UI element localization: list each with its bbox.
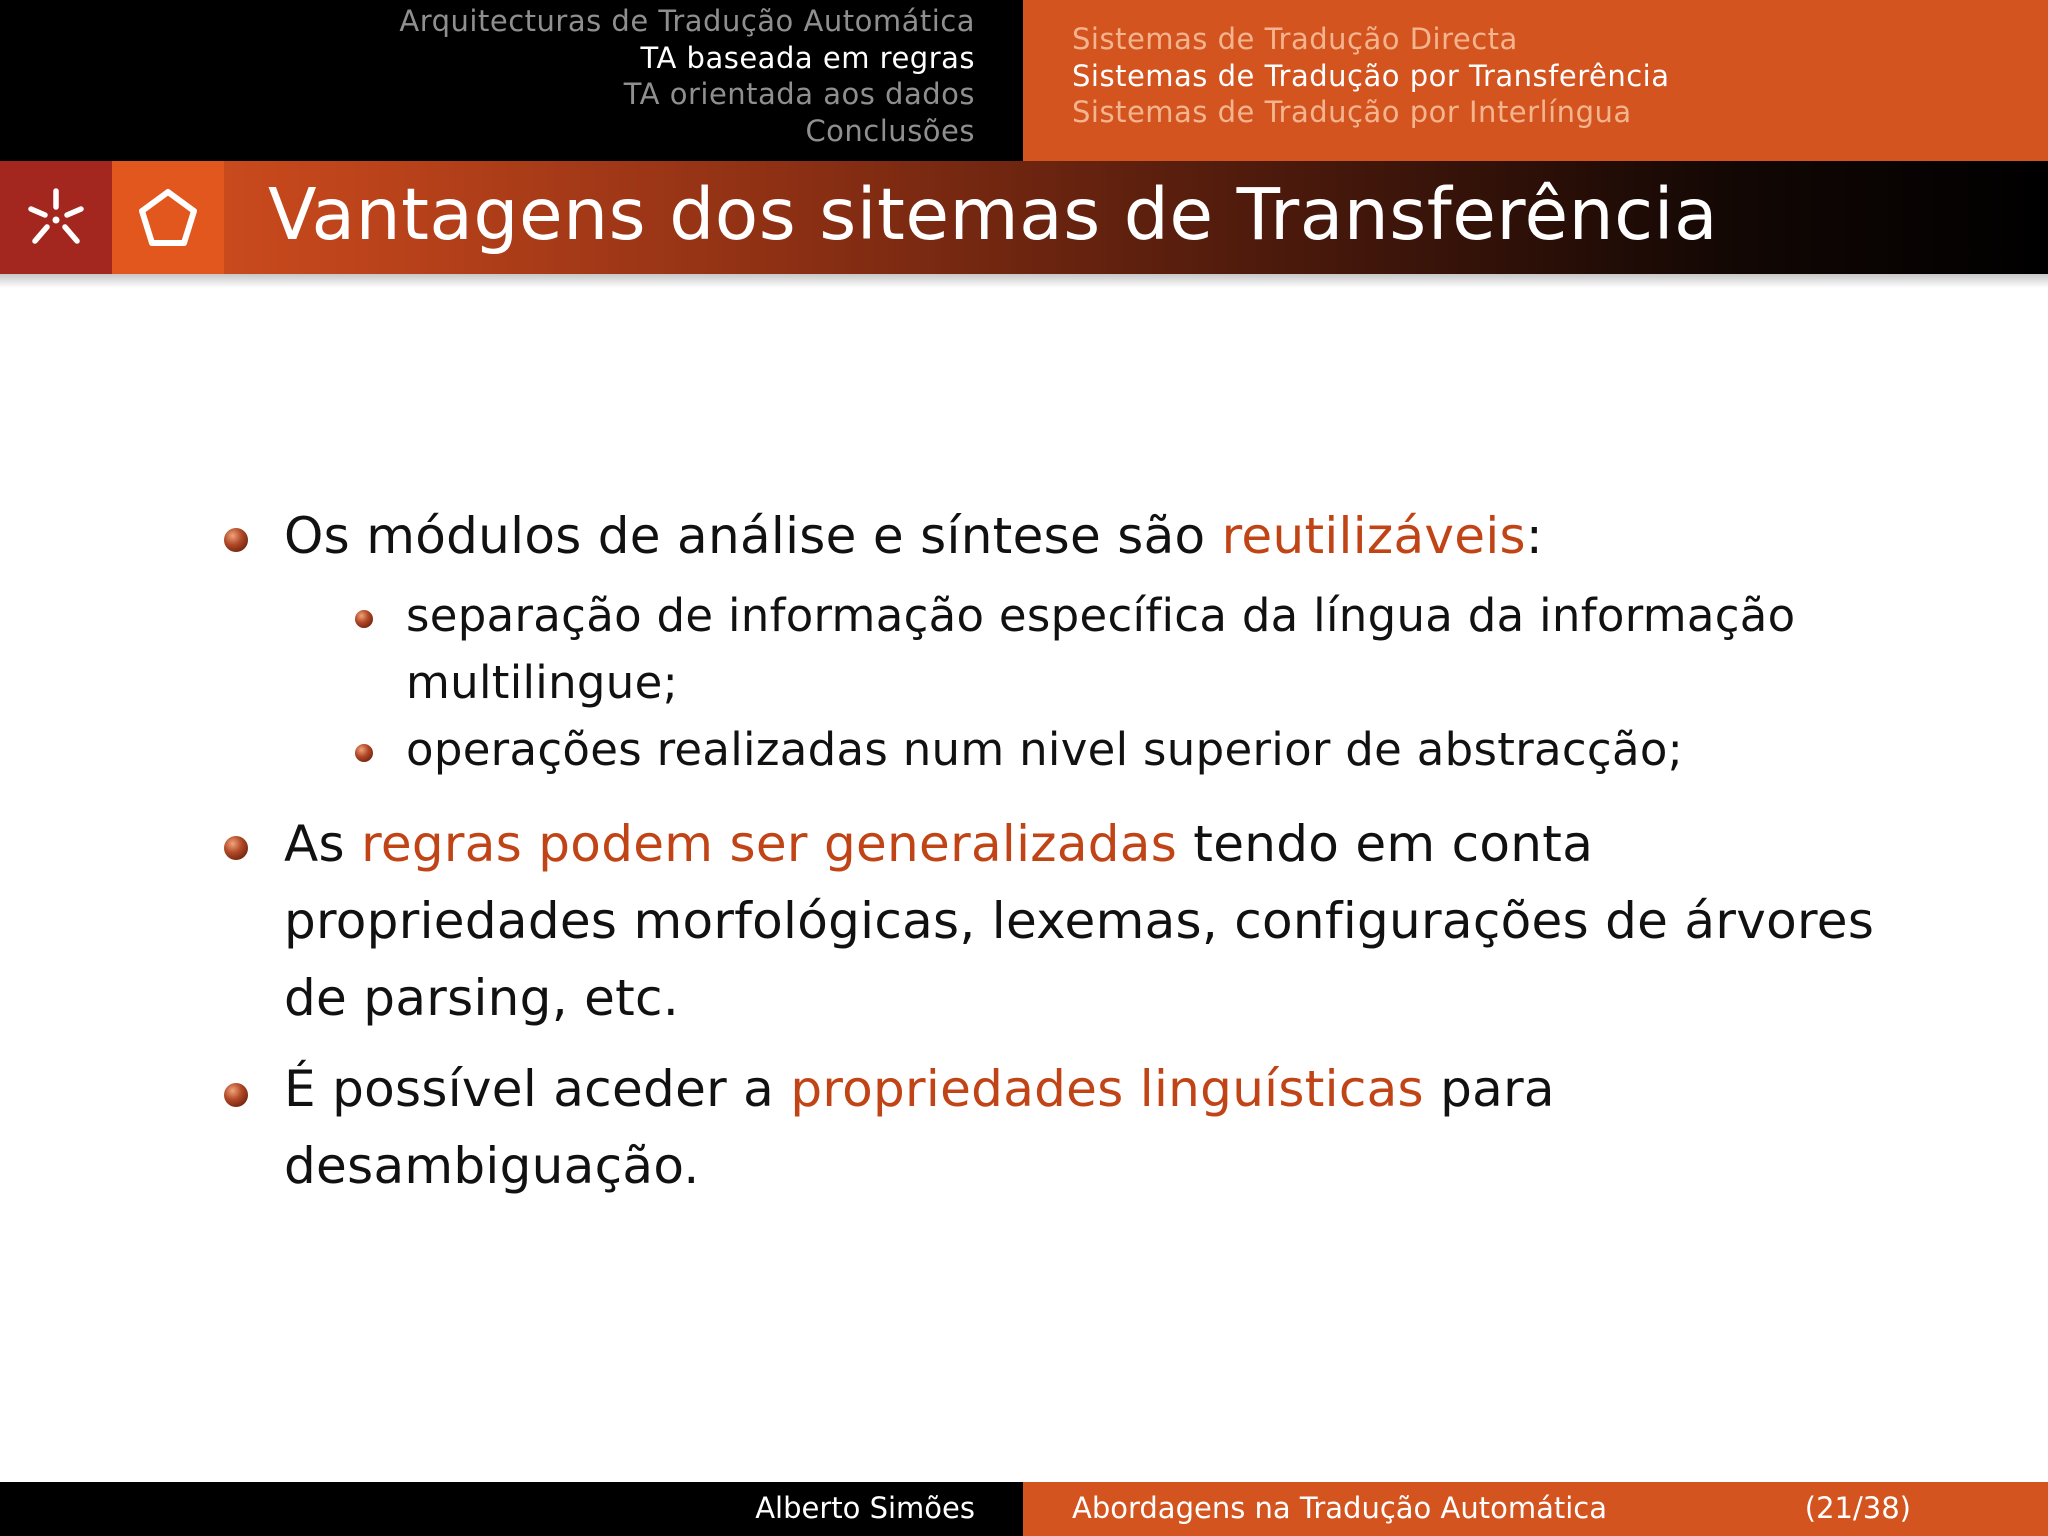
bullet-text: para bbox=[1423, 1060, 1555, 1118]
subbullet-line: separação de informação específica da língua da informação bbox=[406, 589, 1796, 642]
footer-title-bar bbox=[1023, 1482, 2048, 1536]
bullet-reutilizaveis bbox=[284, 498, 1543, 575]
subbullet-line: operações realizadas num nivel superior de abstracção; bbox=[406, 723, 1684, 776]
highlight-propriedades: propriedades linguísticas bbox=[790, 1060, 1424, 1118]
university-of-minho-logo-icon bbox=[0, 161, 112, 274]
bullet-line: de parsing, etc. bbox=[284, 969, 680, 1027]
footer-author-bar bbox=[0, 1482, 1023, 1536]
subsection-navigation bbox=[1023, 0, 2048, 161]
nav-section-arquitecturas[interactable]: Arquitecturas de Tradução Automática bbox=[399, 4, 975, 38]
section-navigation bbox=[0, 0, 1023, 161]
bullet-line: propriedades morfológicas, lexemas, configurações de árvores bbox=[284, 892, 1875, 950]
bullet-regras bbox=[284, 806, 1874, 1037]
slide-title-bar bbox=[0, 161, 2048, 274]
footer-presentation-title: Abordagens na Tradução Automática bbox=[1072, 1491, 1608, 1525]
bullet-ball-icon bbox=[355, 610, 373, 628]
bullet-ball-icon bbox=[355, 744, 373, 762]
footer-author: Alberto Simões bbox=[755, 1491, 975, 1525]
nav-subsection-directa[interactable]: Sistemas de Tradução Directa bbox=[1072, 22, 1518, 56]
subbullet-separacao bbox=[406, 582, 1795, 716]
bullet-propriedades bbox=[284, 1051, 1555, 1205]
nav-section-conclusoes[interactable]: Conclusões bbox=[805, 114, 975, 148]
bullet-ball-icon bbox=[224, 528, 248, 552]
bullet-text: É possível aceder a bbox=[284, 1060, 791, 1118]
bullet-ball-icon bbox=[224, 836, 248, 860]
highlight-regras: regras podem ser generalizadas bbox=[361, 815, 1178, 873]
subbullet-operacoes bbox=[406, 716, 1683, 783]
footer-page-number: (21/38) bbox=[1804, 1491, 1911, 1525]
title-bar-shadow bbox=[0, 274, 2048, 288]
bullet-text: Os módulos de análise e síntese são bbox=[284, 507, 1222, 565]
bullet-text: tendo em conta bbox=[1177, 815, 1594, 873]
bullet-line: desambiguação. bbox=[284, 1137, 700, 1195]
school-of-engineering-logo-icon bbox=[112, 161, 224, 274]
bullet-ball-icon bbox=[224, 1083, 248, 1107]
nav-subsection-transferencia[interactable]: Sistemas de Tradução por Transferência bbox=[1072, 59, 1670, 93]
bullet-text: : bbox=[1525, 507, 1544, 565]
nav-subsection-interlingua[interactable]: Sistemas de Tradução por Interlíngua bbox=[1072, 95, 1632, 129]
subbullet-line: multilingue; bbox=[406, 656, 679, 709]
bullet-text: As bbox=[284, 815, 362, 873]
nav-section-ta-regras[interactable]: TA baseada em regras bbox=[640, 41, 975, 75]
highlight-reutilizaveis: reutilizáveis bbox=[1221, 507, 1526, 565]
nav-section-ta-dados[interactable]: TA orientada aos dados bbox=[623, 77, 975, 111]
slide-title: Vantagens dos sitemas de Transferência bbox=[268, 173, 1718, 256]
